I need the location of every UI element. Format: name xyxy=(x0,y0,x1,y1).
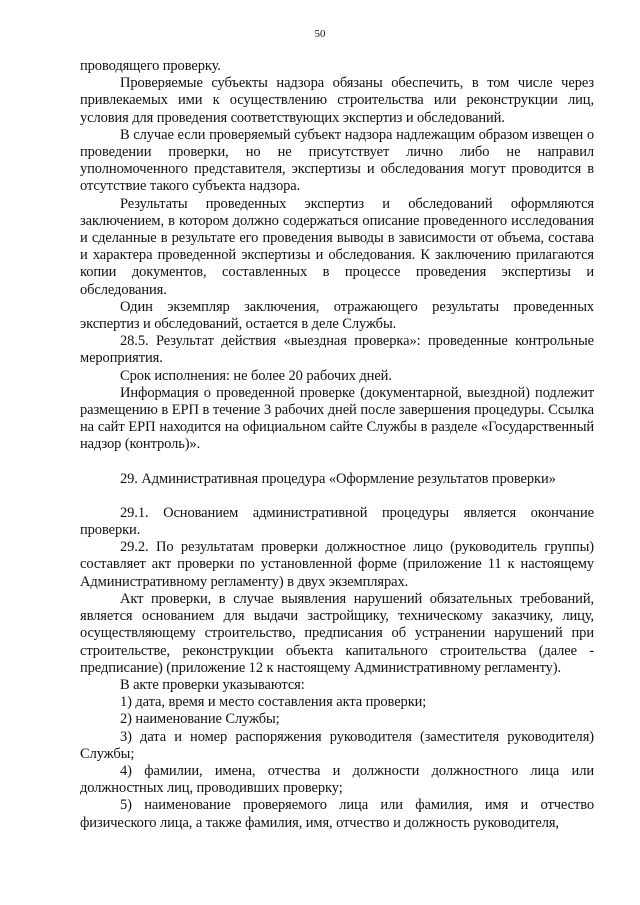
page-number: 50 xyxy=(314,28,326,40)
paragraph: Результаты проведенных экспертиз и обследований оформляются заключением, в котором должно содержаться описание проведенного исследования и сделанные в результате его проведения выводы в зависимости от объема, состава и характера проведенной экспертизы и обследования. К заключению прилагаются копии документов, составленных в процессе проведения экспертизы и обследования. xyxy=(80,195,594,298)
list-item: 2) наименование Службы; xyxy=(120,711,280,728)
spacer xyxy=(80,454,594,471)
list-item: 1) дата, время и место составления акта проверки; xyxy=(120,694,427,711)
paragraph: Проверяемые субъекты надзора обязаны обеспечить, в том числе через привлекаемых ими к осуществлению строительства или реконструкции лиц, условия для проведения соответствующих экспертиз и обследований. xyxy=(80,75,594,126)
section-heading: 29. Административная процедура «Оформление результатов проверки» xyxy=(120,470,556,487)
paragraph: Срок исполнения: не более 20 рабочих дней. xyxy=(120,367,392,384)
paragraph: Информация о проведенной проверке (документарной, выездной) подлежит размещению в ЕРП в течение 3 рабочих дней после завершения процедуры. Ссылка на сайт ЕРП находится на официальном сайте Службы в разделе «Государственный надзор (контроль)». xyxy=(80,384,594,453)
paragraph: Акт проверки, в случае выявления нарушений обязательных требований, является основанием для выдачи застройщику, техническому заказчику, лицу, осуществляющему строительство, предписания об устранении нарушений при строительстве, реконструкции объекта капитального строительства (далее - предписание) (приложение 12 к настоящему Административному регламенту). xyxy=(80,590,594,676)
paragraph: 28.5. Результат действия «выездная проверка»: проведенные контрольные мероприятия. xyxy=(80,333,594,367)
document-body xyxy=(80,58,594,832)
list-item: 5) наименование проверяемого лица или фамилия, имя и отчество физического лица, а также фамилия, имя, отчество и должность руководителя, xyxy=(80,797,594,831)
paragraph: В случае если проверяемый субъект надзора надлежащим образом извещен о проведении проверки, но не присутствует лично либо не направил уполномоченного представителя, экспертизы и обследования могут проводится в отсутствие такого субъекта надзора. xyxy=(80,126,594,195)
paragraph: 29.1. Основанием административной процедуры является окончание проверки. xyxy=(80,504,594,539)
list-item: 3) дата и номер распоряжения руководителя (заместителя руководителя) Службы; xyxy=(80,728,594,762)
paragraph: проводящего проверку. xyxy=(80,58,221,74)
list-item: 4) фамилии, имена, отчества и должности должностного лица или должностных лиц, проводивших проверку; xyxy=(80,762,594,797)
paragraph: 29.2. По результатам проверки должностное лицо (руководитель группы) составляет акт проверки по установленной форме (приложение 11 к настоящему Административному регламенту) в двух экземплярах. xyxy=(80,539,594,590)
paragraph: В акте проверки указываются: xyxy=(120,676,305,693)
spacer xyxy=(80,488,594,505)
paragraph: Один экземпляр заключения, отражающего результаты проведенных экспертиз и обследований, остается в деле Службы. xyxy=(80,298,594,333)
